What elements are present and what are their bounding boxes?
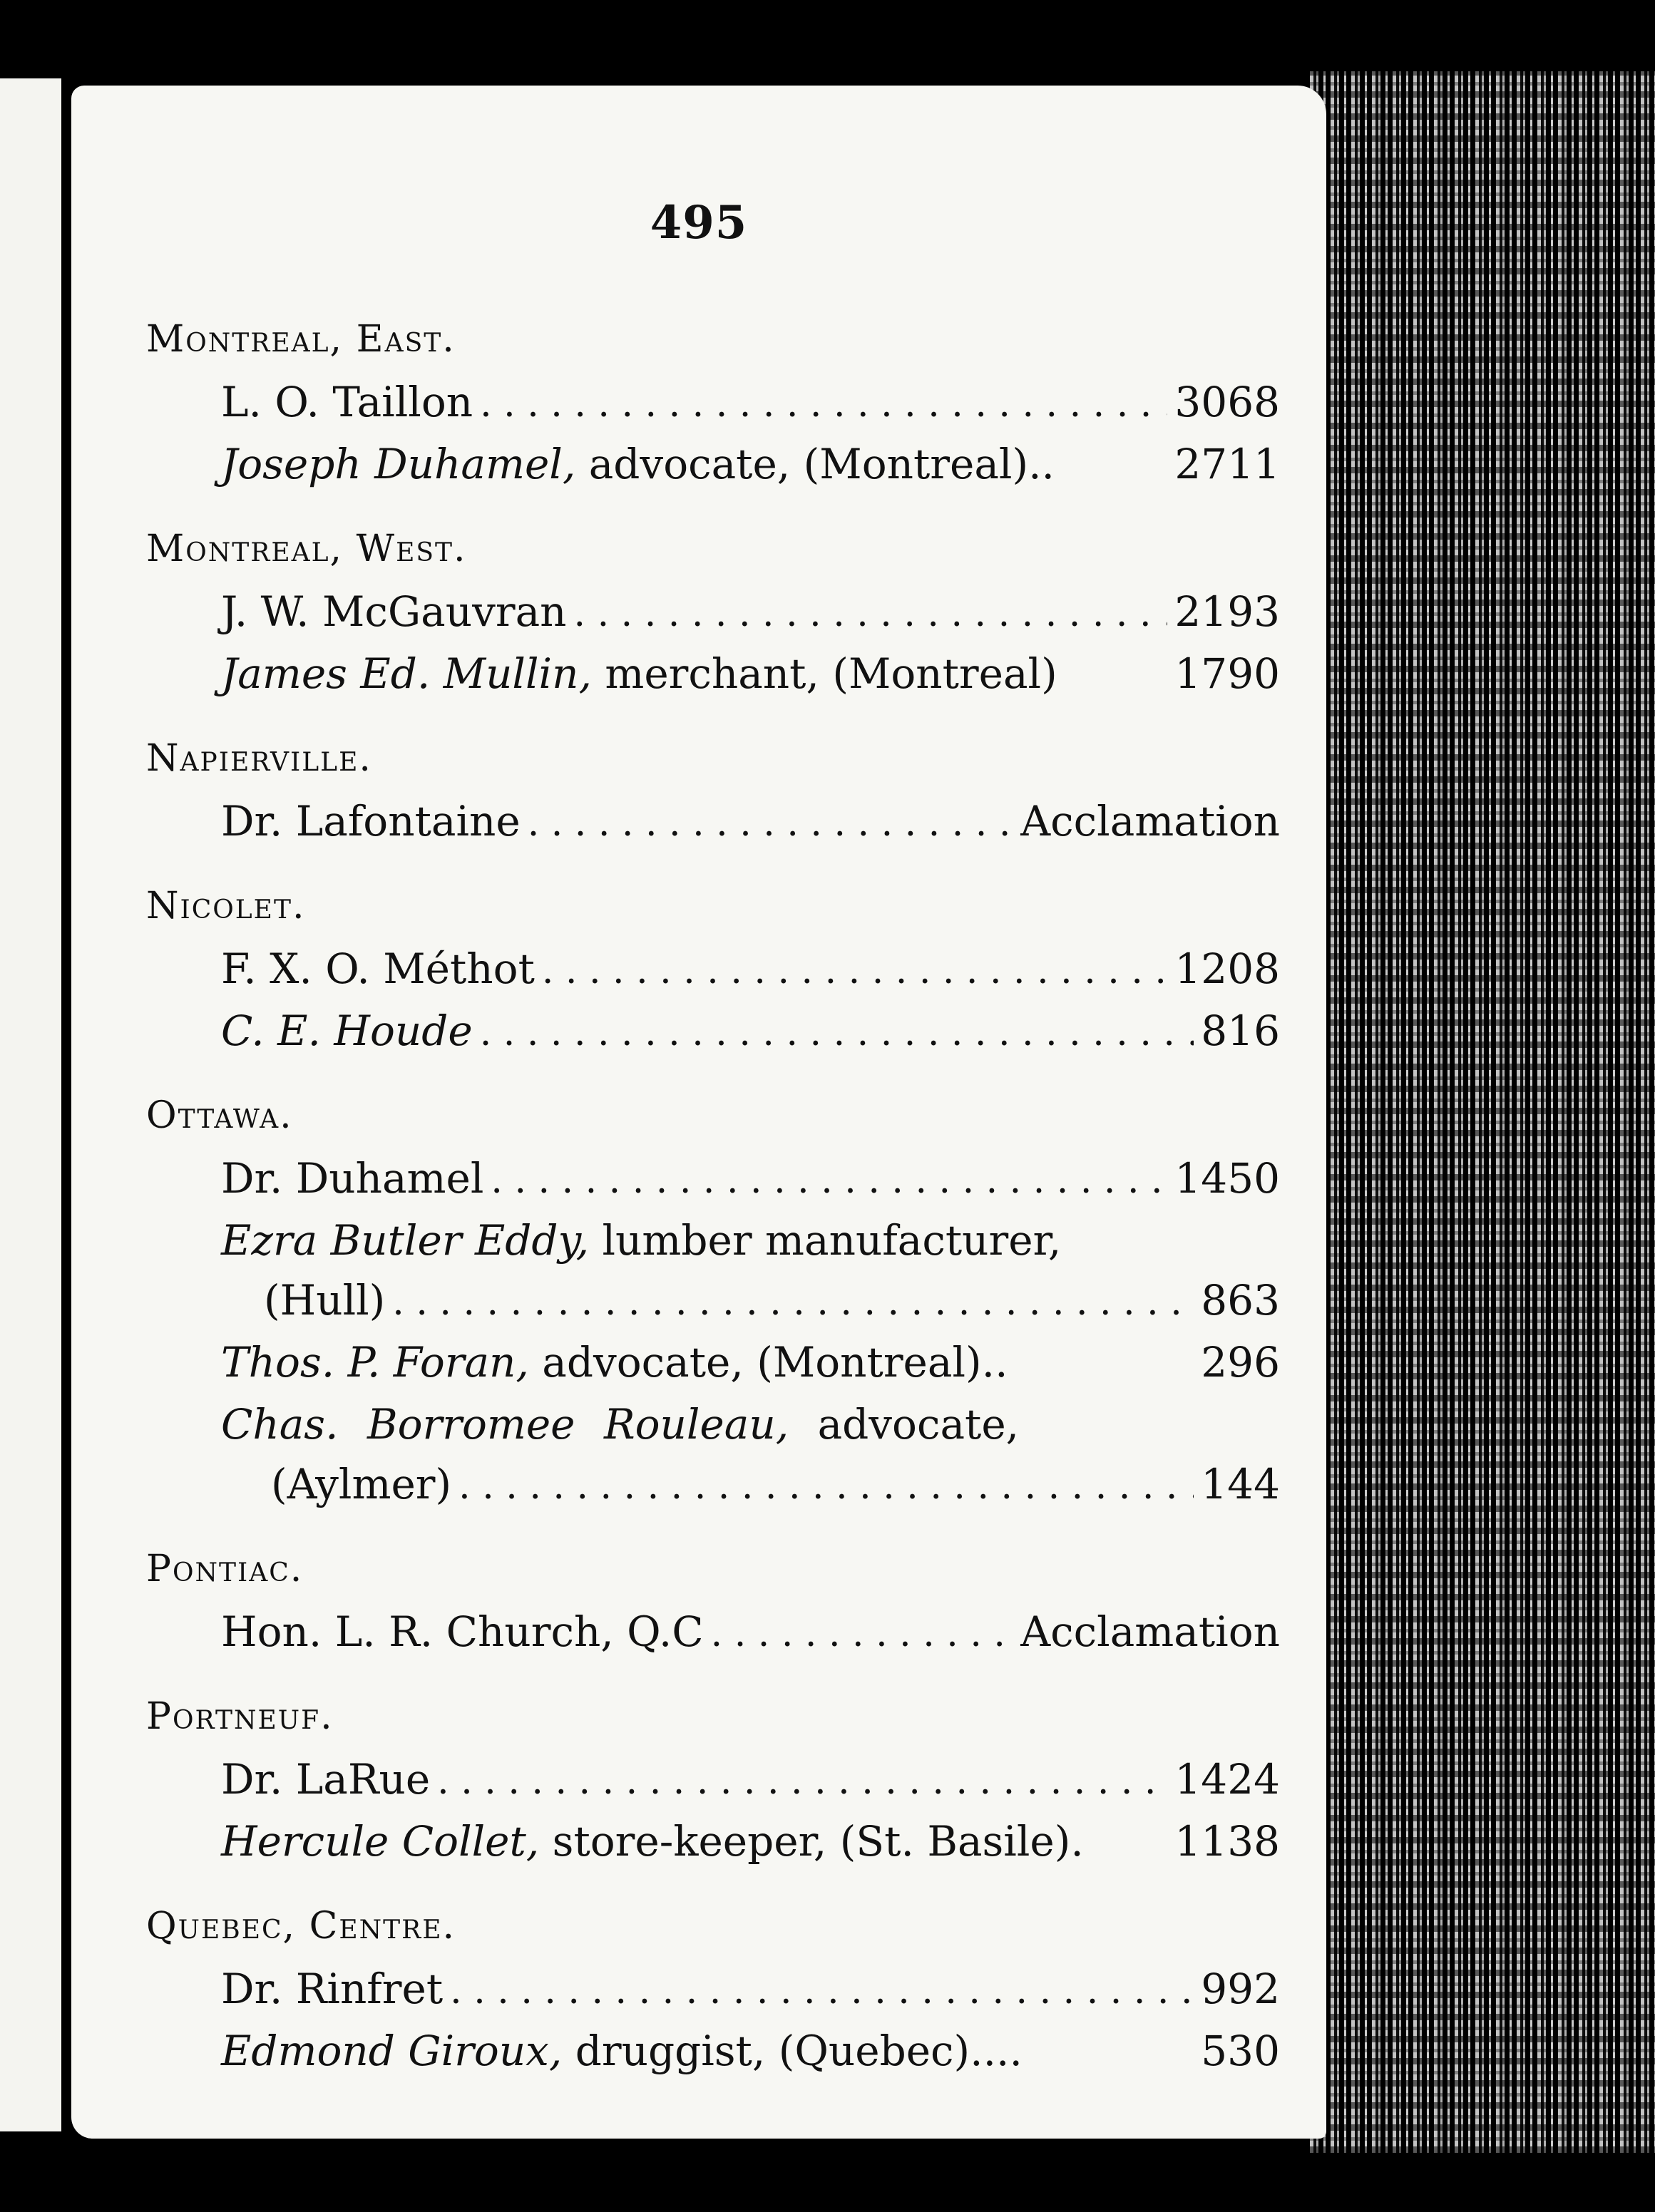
- candidate-name: Dr. Rinfret: [221, 1965, 444, 2013]
- page-edges-scan: [1305, 71, 1655, 2153]
- candidate-description: advocate,: [789, 1400, 1020, 1449]
- candidate-location: (Aylmer): [271, 1460, 452, 1508]
- vote-count: 1450: [1174, 1154, 1280, 1203]
- page-number: 495: [650, 196, 748, 250]
- adjacent-page-edge: [0, 78, 61, 2131]
- candidate-name: Dr. LaRue: [221, 1755, 431, 1804]
- leader-dots: [542, 941, 1168, 1001]
- county-heading-quebec-centre: Quebec, Centre.: [146, 1905, 456, 1948]
- county-heading-montreal-west: Montreal, West.: [146, 528, 467, 570]
- vote-count: 1208: [1174, 945, 1280, 993]
- candidate-row: [146, 2021, 1280, 2083]
- leader-dots: [711, 1604, 1014, 1664]
- candidate-name-italic: Joseph Duhamel,: [221, 440, 576, 488]
- county-heading-portneuf: Portneuf.: [146, 1695, 334, 1738]
- county-heading-napierville: Napierville.: [146, 737, 372, 780]
- candidate-row: [146, 1811, 1280, 1873]
- candidate-name-italic: James Ed. Mullin,: [221, 649, 592, 698]
- county-heading-pontiac: Pontiac.: [146, 1548, 304, 1590]
- leader-dots: [450, 1961, 1194, 2021]
- candidate-name-italic: Thos. P. Foran,: [221, 1338, 529, 1387]
- book-page: [71, 86, 1326, 2139]
- vote-count: 1138: [1174, 1817, 1280, 1866]
- candidate-row: [146, 1148, 1280, 1210]
- vote-count: 863: [1201, 1276, 1280, 1324]
- candidate-name: [221, 2021, 1023, 2081]
- candidate-row: [146, 644, 1280, 706]
- candidate-name-italic: Edmond Giroux,: [221, 2027, 563, 2075]
- candidate-name: F. X. O. Méthot: [221, 945, 535, 993]
- candidate-row: [146, 1210, 1280, 1332]
- county-heading-ottawa: Ottawa.: [146, 1094, 293, 1137]
- candidate-row: [146, 1749, 1280, 1811]
- candidate-name: [221, 1332, 1008, 1392]
- leader-dots: [480, 1003, 1194, 1063]
- vote-count: Acclamation: [1020, 797, 1280, 845]
- candidate-row: [146, 939, 1280, 1001]
- candidate-name: Dr. Duhamel: [221, 1154, 484, 1203]
- candidate-description: lumber manufacturer,: [589, 1216, 1062, 1265]
- vote-count: 3068: [1174, 378, 1280, 426]
- leader-dots: [458, 1456, 1194, 1516]
- candidate-description: druggist, (Quebec)....: [562, 2027, 1023, 2075]
- candidate-name-italic: Hercule Collet,: [221, 1817, 540, 1866]
- candidate-row: [146, 1959, 1280, 2021]
- candidate-row: [146, 1602, 1280, 1664]
- vote-count: 816: [1201, 1007, 1280, 1055]
- candidate-name: Dr. Lafontaine: [221, 797, 521, 845]
- vote-count: Acclamation: [1020, 1607, 1280, 1656]
- candidate-description: advocate, (Montreal)..: [575, 440, 1055, 488]
- vote-count: 2193: [1174, 587, 1280, 636]
- candidate-name-italic: C. E. Houde: [221, 1007, 473, 1055]
- candidate-description: advocate, (Montreal)..: [528, 1338, 1008, 1387]
- candidate-name: Hon. L. R. Church, Q.C: [221, 1607, 704, 1656]
- vote-count: 1424: [1174, 1755, 1280, 1804]
- candidate-name: [221, 1001, 473, 1061]
- leader-dots: [437, 1751, 1167, 1811]
- vote-count: 144: [1201, 1460, 1280, 1508]
- candidate-name-italic: Ezra Butler Eddy,: [221, 1216, 590, 1265]
- leader-dots: [491, 1151, 1167, 1210]
- leader-dots: [528, 793, 1014, 853]
- candidate-name: L. O. Taillon: [221, 378, 473, 426]
- candidate-location: (Hull): [264, 1276, 386, 1324]
- candidate-row: [146, 1332, 1280, 1394]
- vote-count: 2711: [1174, 440, 1280, 488]
- candidate-row: [146, 582, 1280, 644]
- leader-dots: [392, 1272, 1194, 1332]
- candidate-row: [146, 791, 1280, 853]
- candidate-name: [221, 434, 1055, 494]
- candidate-row: [146, 1001, 1280, 1063]
- candidate-row: [146, 434, 1280, 496]
- county-heading-montreal-east: Montreal, East.: [146, 318, 456, 361]
- vote-count: 530: [1201, 2027, 1280, 2075]
- vote-count: 296: [1201, 1338, 1280, 1387]
- vote-count: 992: [1201, 1965, 1280, 2013]
- candidate-name: J. W. McGauvran: [221, 587, 567, 636]
- election-results: [146, 314, 1280, 2083]
- vote-count: 1790: [1174, 649, 1280, 698]
- candidate-name: [221, 644, 1057, 704]
- candidate-name-italic: Chas. Borromee Rouleau,: [221, 1400, 789, 1449]
- leader-dots: [480, 374, 1167, 434]
- candidate-row: [146, 372, 1280, 434]
- county-heading-nicolet: Nicolet.: [146, 885, 306, 927]
- candidate-name: [221, 1811, 1084, 1871]
- candidate-description: store-keeper, (St. Basile).: [539, 1817, 1084, 1866]
- leader-dots: [574, 584, 1168, 644]
- candidate-row: [146, 1394, 1280, 1516]
- candidate-description: merchant, (Montreal): [591, 649, 1057, 698]
